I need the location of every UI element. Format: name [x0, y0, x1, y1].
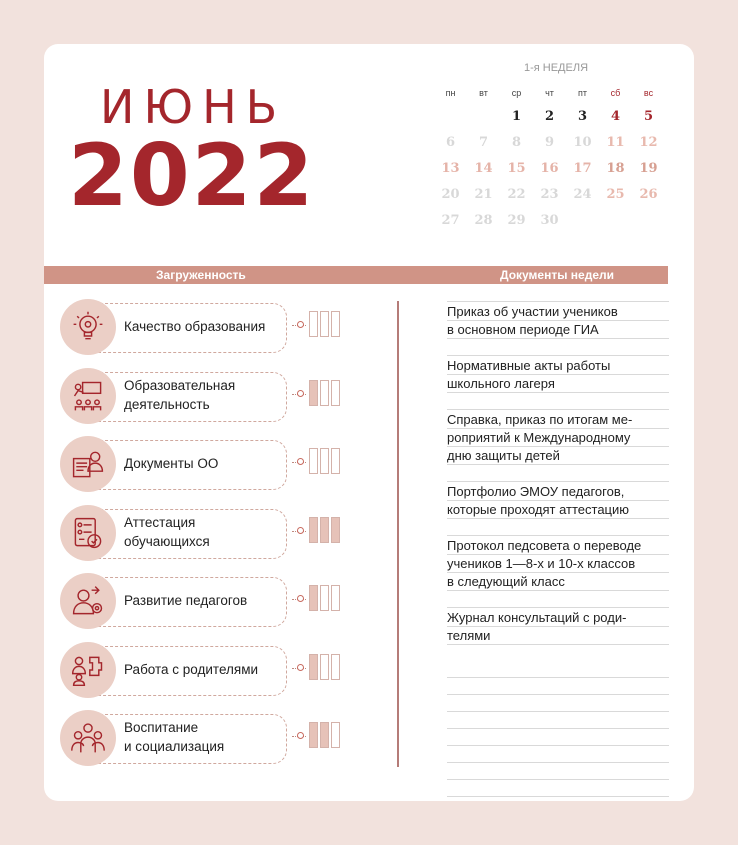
workload-level-cell [331, 517, 340, 543]
calendar-day[interactable]: 30 [540, 213, 559, 228]
calendar-day[interactable]: 1 [511, 109, 522, 124]
calendar-day[interactable]: 11 [606, 135, 625, 150]
workload-label [124, 718, 224, 756]
document-line: Справка, приказ по итогам ме- [447, 411, 669, 429]
workload-level-cell [309, 722, 318, 748]
documents-list [447, 301, 669, 797]
workload-level-cell [309, 311, 318, 337]
calendar-empty-cell [434, 104, 467, 130]
classroom-teacher-icon [70, 378, 106, 414]
document-line: в основном периоде ГИА [447, 321, 669, 339]
calendar-day[interactable]: 2 [544, 109, 555, 124]
calendar-day[interactable]: 16 [540, 161, 559, 176]
workload-level-indicator [309, 722, 340, 748]
calendar-day[interactable]: 14 [474, 161, 493, 176]
connector-ring [297, 664, 304, 671]
calendar-day[interactable]: 15 [507, 161, 526, 176]
calendar-day[interactable]: 25 [606, 187, 625, 202]
mini-calendar [434, 62, 666, 234]
calendar-day[interactable]: 24 [573, 187, 592, 202]
workload-icon-circle [60, 710, 116, 766]
calendar-day[interactable]: 28 [474, 213, 493, 228]
workload-label-line: деятельность [124, 396, 210, 412]
workload-label-line: Работа с родителями [124, 661, 259, 677]
blank-ruled-line [447, 780, 669, 797]
weekday-label: вт [479, 88, 488, 98]
documents-person-icon [70, 446, 106, 482]
workload-label-line: Развитие педагогов [124, 593, 248, 608]
workload-icon-circle [60, 642, 116, 698]
calendar-day[interactable]: 26 [639, 187, 658, 202]
workload-label-line: Образовательная [124, 377, 236, 393]
calendar-day[interactable]: 10 [573, 135, 592, 150]
workload-level-cell [331, 448, 340, 474]
document-line: роприятий к Международному [447, 429, 669, 447]
connector-ring [297, 595, 304, 602]
calendar-day[interactable]: 6 [445, 135, 456, 150]
checklist-approved-icon [70, 515, 106, 551]
calendar-grid [434, 82, 666, 234]
calendar-empty-cell [566, 208, 599, 234]
document-item[interactable] [447, 355, 669, 393]
document-item[interactable] [447, 481, 669, 519]
document-line: телями [447, 627, 669, 645]
workload-label-line: и социализация [124, 739, 225, 754]
connector-ring [297, 458, 304, 465]
calendar-day[interactable]: 19 [639, 161, 658, 176]
workload-row [60, 642, 360, 698]
document-line: в следующий класс [447, 573, 669, 591]
document-line: дню защиты детей [447, 447, 669, 465]
calendar-day[interactable]: 29 [507, 213, 526, 228]
document-line: Портфолио ЭМОУ педагогов, [447, 483, 669, 501]
teacher-growth-gear-icon [70, 583, 106, 619]
workload-level-indicator [309, 380, 340, 406]
year-title: 2022 [68, 126, 316, 226]
blank-ruled-line [447, 746, 669, 763]
blank-ruled-line [447, 729, 669, 746]
blank-ruled-line [447, 678, 669, 695]
load-section-title: Загруженность [156, 268, 246, 282]
blank-ruled-line [447, 763, 669, 780]
calendar-day[interactable]: 8 [511, 135, 522, 150]
calendar-day[interactable]: 21 [474, 187, 493, 202]
workload-label [124, 376, 235, 414]
lightbulb-gear-icon [70, 309, 106, 345]
workload-label-line: обучающихся [124, 533, 210, 549]
document-line: Протокол педсовета о переводе [447, 537, 669, 555]
calendar-empty-cell [467, 104, 500, 130]
calendar-day[interactable]: 12 [639, 135, 658, 150]
document-line: Нормативные акты работы [447, 357, 669, 375]
section-header-bar [44, 266, 668, 284]
workload-row [60, 505, 360, 561]
blank-ruled-line [447, 712, 669, 729]
workload-label [124, 660, 258, 679]
parents-puzzle-icon [70, 652, 106, 688]
workload-level-indicator [309, 585, 340, 611]
month-title: ИЮНЬ [100, 80, 287, 134]
workload-level-cell [320, 517, 329, 543]
weekday-label: сб [610, 88, 621, 98]
workload-label [124, 591, 247, 610]
workload-label-line: Аттестация [124, 514, 196, 530]
workload-icon-circle [60, 436, 116, 492]
calendar-day[interactable]: 18 [606, 161, 625, 176]
calendar-day[interactable]: 9 [544, 135, 555, 150]
workload-level-cell [309, 448, 318, 474]
workload-level-cell [309, 585, 318, 611]
workload-level-indicator [309, 448, 340, 474]
workload-level-cell [331, 722, 340, 748]
weekday-label: пн [445, 88, 456, 98]
workload-label [124, 513, 210, 551]
workload-level-cell [331, 311, 340, 337]
calendar-day[interactable]: 3 [577, 109, 588, 124]
document-line: учеников 1—8-х и 10-х классов [447, 555, 669, 573]
calendar-empty-cell [632, 208, 665, 234]
weekday-label: ср [511, 88, 522, 98]
calendar-empty-cell [599, 208, 632, 234]
calendar-day[interactable]: 20 [441, 187, 460, 202]
document-line: Журнал консультаций с роди- [447, 609, 669, 627]
workload-level-cell [309, 654, 318, 680]
calendar-card [44, 44, 694, 801]
workload-level-indicator [309, 517, 340, 543]
document-item[interactable] [447, 535, 669, 591]
workload-level-indicator [309, 654, 340, 680]
workload-level-cell [309, 380, 318, 406]
document-item[interactable] [447, 301, 669, 339]
workload-icon-circle [60, 368, 116, 424]
document-line: которые проходят аттестацию [447, 501, 669, 519]
connector-ring [297, 321, 304, 328]
workload-row [60, 299, 360, 355]
calendar-day[interactable]: 27 [441, 213, 460, 228]
calendar-day[interactable]: 13 [441, 161, 460, 176]
workload-icon-circle [60, 573, 116, 629]
document-line: Приказ об участии учеников [447, 303, 669, 321]
docs-section-title: Документы недели [500, 268, 615, 282]
workload-label-line: Документы ОО [124, 456, 219, 471]
connector-ring [297, 390, 304, 397]
workload-level-indicator [309, 311, 340, 337]
week-label: 1-я НЕДЕЛЯ [523, 62, 589, 74]
column-divider [397, 301, 399, 767]
workload-level-cell [320, 654, 329, 680]
blank-ruled-line [447, 695, 669, 712]
workload-level-cell [320, 311, 329, 337]
workload-row [60, 368, 360, 424]
calendar-day[interactable]: 22 [507, 187, 526, 202]
workload-label-line: Воспитание [124, 720, 199, 735]
workload-icon-circle [60, 299, 116, 355]
weekday-label: пт [578, 88, 587, 98]
workload-level-cell [320, 448, 329, 474]
group-people-icon [70, 720, 106, 756]
workload-label-line: Качество образования [124, 319, 266, 334]
blank-ruled-line [447, 661, 669, 678]
calendar-day[interactable]: 4 [610, 109, 621, 124]
workload-icon-circle [60, 505, 116, 561]
document-item[interactable] [447, 409, 669, 465]
workload-row [60, 710, 360, 766]
document-line: школьного лагеря [447, 375, 669, 393]
workload-level-cell [320, 380, 329, 406]
workload-row [60, 573, 360, 629]
connector-ring [297, 732, 304, 739]
workload-level-cell [320, 722, 329, 748]
workload-level-cell [331, 654, 340, 680]
workload-level-cell [331, 585, 340, 611]
connector-ring [297, 527, 304, 534]
workload-level-cell [331, 380, 340, 406]
workload-level-cell [320, 585, 329, 611]
workload-label [124, 454, 218, 473]
weekday-label: чт [545, 88, 554, 98]
calendar-day[interactable]: 23 [540, 187, 559, 202]
calendar-day[interactable]: 7 [478, 135, 489, 150]
workload-label [124, 317, 265, 336]
document-item[interactable] [447, 607, 669, 645]
workload-row [60, 436, 360, 492]
workload-level-cell [309, 517, 318, 543]
calendar-day[interactable]: 5 [643, 109, 654, 124]
calendar-day[interactable]: 17 [573, 161, 592, 176]
weekday-label: вс [643, 88, 654, 98]
